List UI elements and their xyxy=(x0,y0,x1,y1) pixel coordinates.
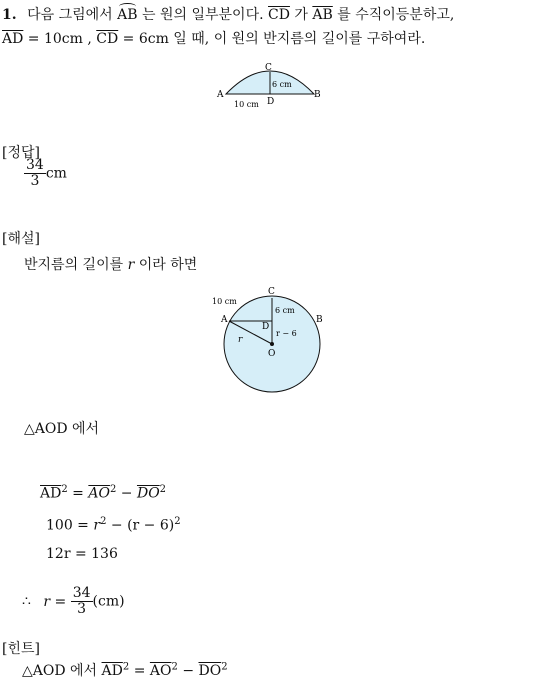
equation-1: $\overline{AD}^2 = \overline{AO}^2 - \overline{DO}^2$ xyxy=(40,484,167,502)
arc-ab: AB xyxy=(117,7,138,23)
therefore-line: ∴ r = $\frac{34}{3}$ (cm) xyxy=(22,585,125,617)
explain-line: 반지름의 길이를 r 이라 하면 xyxy=(24,257,198,273)
problem-number: 1. xyxy=(2,7,17,23)
figure-circle xyxy=(204,284,329,396)
problem-line-1: 1. 다음 그림에서 AB 는 원의 일부분이다. $\overline{CD}$ 가 $\overline{AB}$ 를 수직이등분하고, xyxy=(2,7,455,23)
answer-value: $\frac{34}{3}$ cm xyxy=(26,157,67,189)
label-b2: B xyxy=(316,315,323,325)
explain-heading: [해설] xyxy=(2,231,40,247)
label-b: B xyxy=(314,90,321,100)
label-10cm-2: 10 cm xyxy=(212,297,237,306)
label-r6: r − 6 xyxy=(276,329,297,338)
problem-line-2: $\overline{AD} = 10cm$ , $\overline{CD} = 6cm$ 일 때, 이 원의 반지름의 길이를 구하여라. xyxy=(2,31,426,47)
answer-heading: [정답] xyxy=(2,145,40,161)
label-c: C xyxy=(265,63,272,73)
label-a: A xyxy=(217,90,224,100)
hint-line: △AOD 에서 $\overline{AD}^2 = \overline{AO}^2 - \overline{DO}^2$ xyxy=(22,661,228,679)
hint-heading: [힌트] xyxy=(2,641,40,657)
label-c2: C xyxy=(268,287,275,297)
equation-3: 12r = 136 xyxy=(46,546,118,562)
label-d: D xyxy=(267,97,275,107)
label-o: O xyxy=(268,349,276,359)
label-a2: A xyxy=(221,315,228,325)
label-6cm: 6 cm xyxy=(272,80,292,89)
figure-arc-segment xyxy=(214,60,324,115)
label-10cm: 10 cm xyxy=(234,100,259,109)
equation-2: $100 = r^2 - (r - 6)^2$ xyxy=(46,516,181,534)
label-d2: D xyxy=(262,322,270,332)
label-6cm-2: 6 cm xyxy=(275,306,295,315)
label-r: r xyxy=(238,335,243,345)
triangle-line: △AOD 에서 xyxy=(24,421,100,437)
